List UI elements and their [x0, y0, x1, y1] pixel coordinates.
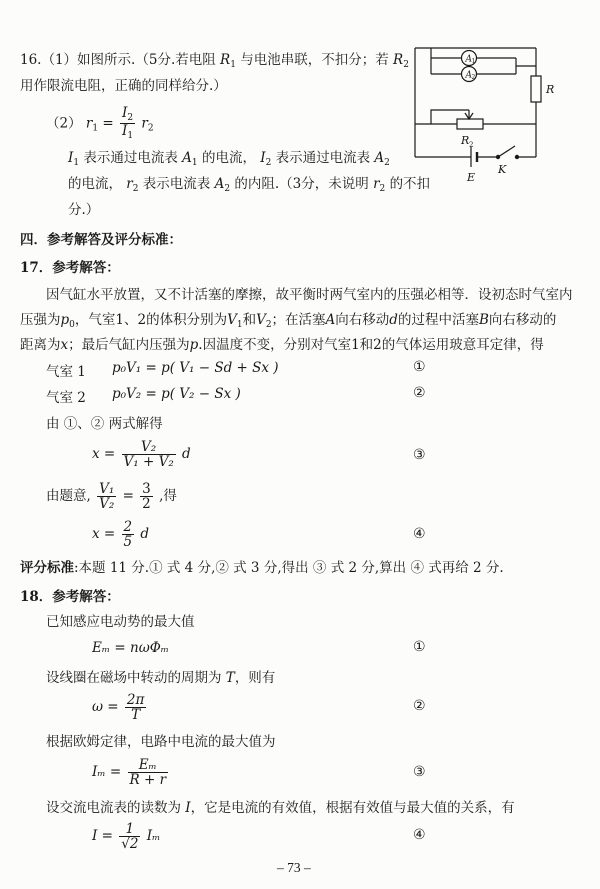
- text: 设线圈在磁场中转动的周期为: [46, 670, 222, 686]
- q17-para-line2: [20, 308, 556, 330]
- text: ；最后气缸内压强为: [68, 337, 190, 353]
- symbol-v1: $V_1$: [227, 312, 243, 330]
- symbol-I: I: [122, 105, 128, 121]
- eq4-tail: d: [140, 526, 150, 543]
- symbol-sub-1: 1: [73, 158, 80, 168]
- q18-text-1: 已知感应电动势的最大值: [46, 614, 195, 630]
- eq4-den: √2: [121, 836, 139, 853]
- eq4-fraction: [119, 822, 140, 851]
- text: 距离为: [20, 337, 61, 353]
- resistor-r-icon: [531, 76, 541, 102]
- q17-para-line1: 因气缸水平放置，又不计活塞的摩擦，故平衡时两气室内的压强必相等．设初态时气室内: [46, 287, 573, 303]
- symbol-A: A: [182, 150, 192, 166]
- desc-text: 的电流，: [201, 150, 256, 166]
- q17-from-12: 由 ①、② 两式解得: [46, 416, 163, 432]
- q17-eq2-label: 气室 2: [46, 390, 86, 406]
- symbol-R: R: [393, 52, 404, 68]
- q17-eq2: p₀V₂ = p( V₂ − Sx ): [112, 386, 241, 402]
- symbol-v2: $V_2$: [256, 312, 272, 330]
- eq4-lhs: I =: [92, 828, 113, 845]
- rheostat-r2-sub: 2: [469, 141, 474, 149]
- q17-given: [46, 482, 177, 511]
- battery-e-label: E: [467, 171, 476, 184]
- symbol-A: A: [374, 150, 385, 166]
- symbol-d: d: [389, 312, 398, 328]
- q18-text-3: 根据欧姆定律，电路中电流的最大值为: [46, 734, 276, 750]
- text: 压强为: [20, 312, 61, 328]
- given-num2: 3: [142, 481, 151, 497]
- symbol-sub-2: 2: [147, 123, 154, 134]
- eq-marker-3: ③: [413, 764, 426, 780]
- symbol-sub-2: 2: [127, 113, 134, 123]
- desc-text: 表示电流表: [142, 176, 211, 192]
- eq2-den: T: [131, 707, 141, 724]
- desc-text: 分.）: [68, 202, 100, 218]
- text: ，它是电流的有效值，根据有效值与最大值的关系，有: [190, 800, 515, 816]
- eq3-num: V₂: [122, 440, 176, 455]
- eq3-lhs: Iₘ =: [92, 764, 122, 781]
- eq-marker-4: ④: [413, 526, 426, 542]
- q16-line2: [20, 74, 227, 94]
- q18-text-2: [46, 666, 275, 686]
- eq4-num: 2: [123, 519, 133, 535]
- desc-text: 的内阻.（3分，未说明: [234, 176, 369, 192]
- symbol-sub-2: 2: [224, 184, 231, 194]
- q17-eq3: [92, 440, 191, 469]
- symbol-A: A: [325, 312, 336, 328]
- desc-text: 表示通过电流表: [275, 150, 371, 166]
- symbol-x: x: [60, 337, 69, 353]
- eq4-den: 5: [123, 534, 133, 551]
- symbol-sub-1: 1: [191, 158, 198, 168]
- given-fraction: [97, 482, 116, 511]
- q17-eq1-label: 气室 1: [46, 364, 86, 380]
- q18-eq1: Eₘ = nωΦₘ: [92, 640, 170, 656]
- symbol-sub-1: 1: [127, 131, 134, 142]
- eq4-fraction: [122, 520, 135, 549]
- text: .因温度不变，分别对气室1和2的气体运用玻意耳定律，得: [198, 337, 544, 353]
- desc-text: 的电流，: [68, 176, 122, 192]
- symbol-A: A: [214, 176, 225, 192]
- text: ；在活塞: [271, 312, 326, 328]
- eq2-num: 2π: [126, 692, 145, 708]
- eq3-den: R + r: [129, 772, 167, 789]
- eq2-lhs: ω =: [92, 699, 119, 716]
- q16-part2-label: （2）: [46, 115, 82, 132]
- symbol-sub-2: 2: [379, 184, 386, 194]
- fraction-i2-over-i1: [120, 106, 135, 142]
- eq4-tail: Iₘ: [146, 828, 161, 845]
- symbol-p0: $p_0$: [60, 312, 75, 330]
- page-number: – 73 –: [277, 860, 311, 875]
- eq3-num: Eₘ: [128, 758, 169, 773]
- symbol-r: r: [141, 115, 148, 132]
- q17-para-line3: [20, 333, 544, 353]
- text: ，则有: [234, 670, 276, 686]
- eq-marker-2: ②: [413, 385, 426, 401]
- q16-line1-text: 16.（1）如图所示.（5分.若电阻: [20, 52, 216, 68]
- q17-heading: 17．参考解答：: [20, 260, 120, 276]
- wire: [431, 110, 469, 124]
- given-text: 由题意,: [46, 488, 91, 505]
- eq3-tail: d: [182, 446, 191, 463]
- q16-part2-desc3: [68, 198, 99, 218]
- section-4-title: 四．参考解答及评分标准：: [20, 232, 182, 248]
- score-text: :本题 11 分.① 式 4 分,② 式 3 分,得出 ③ 式 2 分,算出 ④ 式再给 2 分.: [74, 560, 504, 576]
- given-den: V₂: [99, 496, 115, 513]
- eq-marker-4: ④: [413, 827, 426, 843]
- eq-marker-3: ③: [413, 447, 426, 463]
- q18-eq2: [92, 693, 148, 722]
- q16-line1-text-b: 与电池串联，不扣分；若: [240, 52, 389, 68]
- q16-part2-desc1: [68, 146, 390, 168]
- symbol-I: I: [122, 123, 128, 140]
- rheostat-r2-label: R: [461, 134, 470, 147]
- text: 的过程中活塞: [397, 312, 479, 328]
- q16-part2-desc2: [68, 172, 430, 194]
- q16-line1: [20, 48, 409, 70]
- q17-scoring: [20, 556, 504, 576]
- symbol-sub-1: 1: [230, 60, 236, 70]
- eq3-lhs: x =: [92, 446, 116, 463]
- q18-heading-text: 18．参考解答：: [20, 589, 120, 605]
- ammeter-a2-sub: 2: [471, 74, 476, 81]
- text: 向右移动的: [488, 312, 557, 328]
- symbol-B: B: [478, 312, 489, 328]
- symbol-sub-2: 2: [403, 60, 409, 70]
- given-num: V₁: [99, 481, 115, 497]
- ammeter-a1-label: A: [465, 54, 472, 65]
- eq3-fraction: [122, 440, 176, 469]
- symbol-R: R: [220, 52, 231, 68]
- eq4-num: 1: [119, 822, 140, 837]
- ammeter-a2-label: A: [465, 70, 472, 81]
- circuit-diagram: [405, 40, 580, 190]
- ammeter-a1-sub: 1: [471, 58, 476, 65]
- eq-marker-1: ①: [413, 359, 426, 375]
- given-tail: ,得: [159, 488, 177, 505]
- q18-eq4: [92, 822, 160, 851]
- eq2-fraction: [125, 693, 146, 722]
- equals-sign: =: [102, 115, 114, 132]
- rheostat-r2-icon: [457, 119, 483, 129]
- desc-text: 表示通过电流表: [83, 150, 178, 166]
- symbol-sub-2: 2: [265, 158, 272, 168]
- q16-line2-text: 用作限流电阻，正确的同样给分.）: [20, 78, 227, 94]
- given-den2: 2: [142, 496, 151, 513]
- eq3-fraction: [128, 758, 169, 787]
- symbol-sub-2: 2: [132, 184, 139, 194]
- eq-marker-2: ②: [413, 698, 426, 714]
- given-fraction-2: [140, 482, 153, 511]
- symbol-I: I: [68, 150, 74, 166]
- score-label: 评分标准: [20, 560, 74, 576]
- given-eq: =: [122, 488, 134, 505]
- symbol-T: T: [225, 670, 235, 686]
- text: 向右移动: [335, 312, 390, 328]
- q18-eq3: [92, 758, 170, 787]
- symbol-r: r: [85, 115, 93, 132]
- symbol-sub-1: 1: [92, 123, 99, 134]
- q18-heading: [20, 585, 120, 605]
- switch-blade-icon: [498, 146, 515, 157]
- symbol-r: r: [373, 176, 380, 192]
- q17-eq1: p₀V₁ = p( V₁ − Sd + Sx ): [112, 360, 279, 376]
- text: 和: [242, 312, 257, 328]
- q18-text-4: [46, 796, 515, 816]
- desc-text: 的不扣: [389, 176, 431, 192]
- symbol-sub-2: 2: [384, 158, 390, 168]
- q17-eq4: [92, 520, 149, 549]
- symbol-I: I: [185, 800, 191, 816]
- symbol-r: r: [126, 176, 133, 192]
- switch-k-label: K: [498, 163, 507, 176]
- text: 设交流电流表的读数为: [46, 800, 181, 816]
- symbol-p: p: [189, 337, 199, 353]
- q16-part2-eq: [46, 106, 154, 142]
- eq-marker-1: ①: [413, 639, 426, 655]
- resistor-r-label: R: [546, 83, 555, 96]
- symbol-I: I: [260, 150, 266, 166]
- eq4-lhs: x =: [92, 526, 116, 543]
- text: ，气室1、2的体积分别为: [74, 312, 228, 328]
- eq3-den: V₁ + V₂: [123, 454, 174, 471]
